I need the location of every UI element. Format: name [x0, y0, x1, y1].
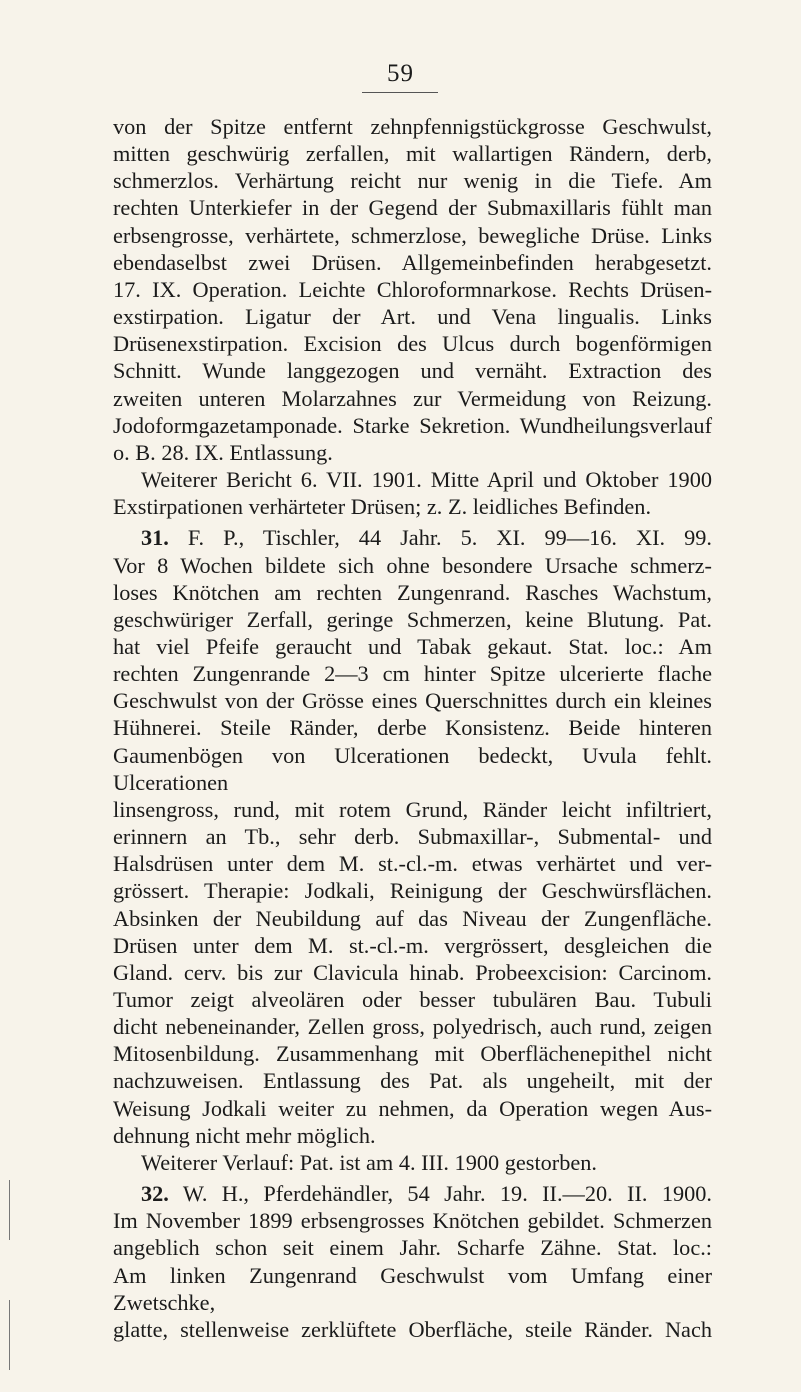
case-number: 32.	[141, 1181, 169, 1207]
text-line: Jodoformgazetamponade. Starke Sekretion. Wundheilungsverlauf	[113, 412, 712, 438]
text-line: linsengross, rund, mit rotem Grund, Ränder leicht infiltriert,	[113, 796, 712, 822]
text-line: Mitosenbildung. Zusammenhang mit Oberflächenepithel nicht	[113, 1041, 712, 1067]
text-line: glatte, stellenweise zerklüftete Oberfläche, steile Ränder. Nach	[113, 1316, 712, 1342]
text-line: exstirpation. Ligatur der Art. und Vena lingualis. Links	[113, 304, 712, 330]
body-text	[113, 113, 712, 1343]
text-line: Tumor zeigt alveolären oder besser tubulären Bau. Tubuli	[113, 987, 712, 1012]
page-number: 59	[387, 60, 414, 87]
text-line: grössert. Therapie: Jodkali, Reinigung der Geschwürsflächen.	[113, 878, 712, 904]
case-number: 31.	[141, 525, 169, 551]
text-line: Weiterer Bericht 6. VII. 1901. Mitte April und Oktober 1900	[141, 467, 712, 493]
text-line: Vor 8 Wochen bildete sich ohne besondere Ursache schmerz-	[113, 552, 712, 578]
text-line: Geschwulst von der Grösse eines Querschnittes durch ein kleines	[113, 688, 712, 714]
case-heading-text: W. H., Pferdehändler, 54 Jahr. 19. II.—20. II. 1900.	[182, 1181, 712, 1207]
case-heading-31	[113, 524, 712, 551]
text-line: Exstirpationen verhärteter Drüsen; z. Z. leidliches Befinden.	[113, 494, 652, 520]
text-line: Gland. cerv. bis zur Clavicula hinab. Probeexcision: Carcinom.	[113, 959, 712, 985]
text-line: von der Spitze entfernt zehnpfennigstückgrosse Geschwulst,	[113, 114, 712, 139]
text-line: erbsengrosse, verhärtete, schmerzlose, bewegliche Drüse. Links	[113, 222, 712, 248]
text-line: o. B. 28. IX. Entlassung.	[113, 439, 333, 465]
scan-edge-mark	[9, 1180, 10, 1240]
text-line: schmerzlos. Verhärtung reicht nur wenig in die Tiefe. Am	[113, 168, 712, 194]
text-line: dehnung nicht mehr möglich.	[113, 1122, 376, 1148]
text-line: hat viel Pfeife geraucht und Tabak gekaut. Stat. loc.: Am	[113, 633, 712, 659]
text-line: Hühnerei. Steile Ränder, derbe Konsistenz. Beide hinteren	[113, 715, 712, 741]
text-line: Drüsen unter dem M. st.-cl.-m. vergrössert, desgleichen die	[113, 932, 712, 958]
text-line: Im November 1899 erbsengrosses Knötchen gebildet. Schmerzen	[113, 1208, 712, 1234]
text-line: Schnitt. Wunde langgezogen und vernäht. Extraction des	[113, 358, 712, 384]
text-line: rechten Zungenrande 2—3 cm hinter Spitze ulcerierte flache	[113, 661, 712, 687]
text-line: rechten Unterkiefer in der Gegend der Submaxillaris fühlt man	[113, 195, 712, 221]
case-heading-text: F. P., Tischler, 44 Jahr. 5. XI. 99—16. XI. 99.	[187, 525, 713, 551]
scan-edge-mark	[9, 1300, 10, 1370]
text-line: Drüsenexstirpation. Excision des Ulcus durch bogenförmigen	[113, 331, 712, 357]
page-number-rule	[362, 92, 438, 93]
text-line: erinnern an Tb., sehr derb. Submaxillar-, Submental- und	[113, 824, 712, 850]
text-line: ebendaselbst zwei Drüsen. Allgemeinbefinden herabgesetzt.	[113, 249, 712, 275]
text-line: 17. IX. Operation. Leichte Chloroformnarkose. Rechts Drüsen-	[113, 276, 712, 302]
text-line: Am linken Zungenrand Geschwulst vom Umfang einer Zwetschke,	[113, 1262, 712, 1315]
text-line: zweiten unteren Molarzahnes zur Vermeidung von Reizung.	[113, 385, 712, 411]
text-line: mitten geschwürig zerfallen, mit wallartigen Rändern, derb,	[113, 141, 712, 167]
text-line: Absinken der Neubildung auf das Niveau der Zungenfläche.	[113, 905, 712, 931]
text-line: Gaumenbögen von Ulcerationen bedeckt, Uvula fehlt. Ulcerationen	[113, 742, 712, 795]
text-line: dicht nebeneinander, Zellen gross, polyedrisch, auch rund, zeigen	[113, 1014, 712, 1040]
case-heading-32	[113, 1180, 712, 1207]
text-line: angeblich schon seit einem Jahr. Scharfe Zähne. Stat. loc.:	[113, 1235, 712, 1261]
text-line: Weisung Jodkali weiter zu nehmen, da Operation wegen Aus-	[113, 1095, 712, 1121]
text-line: geschwüriger Zerfall, geringe Schmerzen, keine Blutung. Pat.	[113, 606, 712, 632]
text-line: nachzuweisen. Entlassung des Pat. als ungeheilt, mit der	[113, 1068, 712, 1094]
text-line: Halsdrüsen unter dem M. st.-cl.-m. etwas verhärtet und ver-	[113, 851, 712, 877]
text-line: loses Knötchen am rechten Zungenrand. Rasches Wachstum,	[113, 579, 712, 605]
text-line: Weiterer Verlauf: Pat. ist am 4. III. 1900 gestorben.	[141, 1149, 597, 1175]
